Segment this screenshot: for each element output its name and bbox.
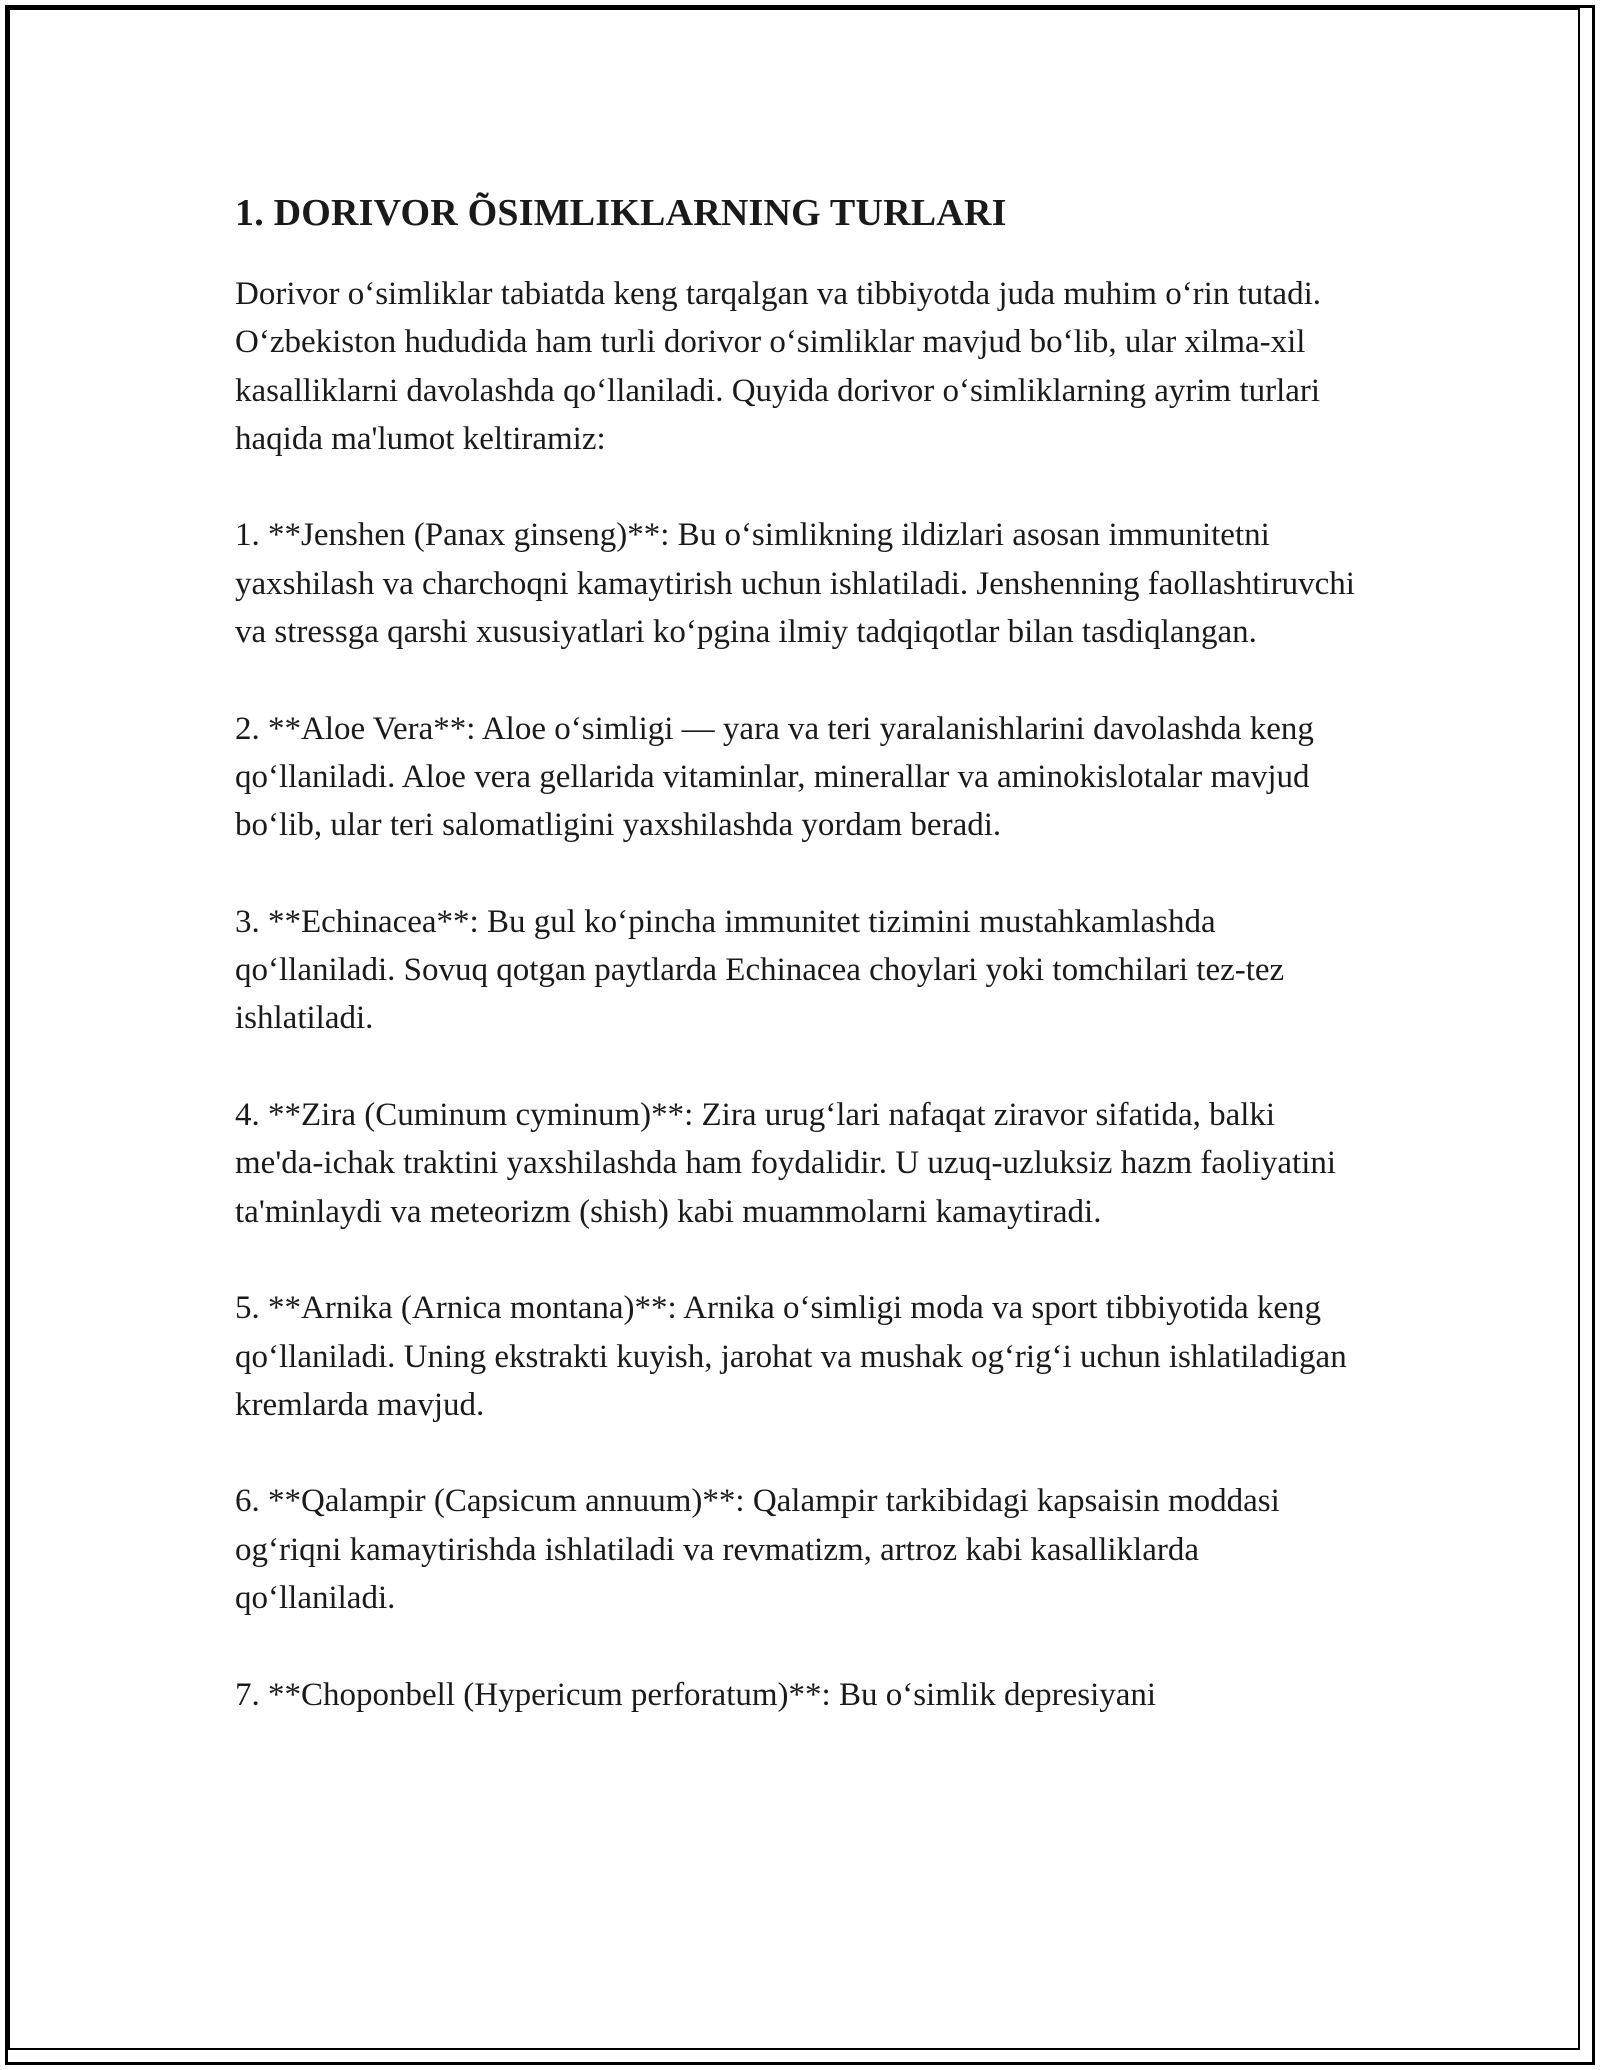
list-item-arnika: 5. **Arnika (Arnica montana)**: Arnika o‘simligi moda va sport tibbiyotida keng qo‘llaniladi. Uning ekstrakti kuyish, jarohat va mushak og‘rig‘i uchun ishlatiladigan kremlarda mavjud. [235,1290,1347,1423]
document-title: 1. DORIVOR ÕSIMLIKLARNING TURLARI [235,192,1007,234]
list-item-choponbell: 7. **Choponbell (Hypericum perforatum)**: Bu o‘simlik depresiyani [235,1676,1157,1713]
list-item-echinacea: 3. **Echinacea**: Bu gul ko‘pincha immunitet tizimini mustahkamlashda qo‘llaniladi. Sovuq qotgan paytlarda Echinacea choylari yoki tomchilari tez-tez ishlatiladi. [235,903,1285,1037]
list-item-aloe-vera: 2. **Aloe Vera**: Aloe o‘simligi — yara va teri yaralanishlarini davolashda keng qo‘llaniladi. Aloe vera gellarida vitaminlar, minerallar va aminokislotalar mavjud bo‘lib, ular teri salomatligini yaxshilashda yordam beradi. [235,710,1314,844]
document-body [235,182,1365,1719]
list-item-zira: 4. **Zira (Cuminum cyminum)**: Zira urug‘lari nafaqat ziravor sifatida, balki me'da-ichak traktini yaxshilashda ham foydalidir. U uzuq-uzluksiz hazm faoliyatini ta'minlaydi va meteorizm (shish) kabi muammolarni kamaytiradi. [235,1097,1337,1230]
list-item-qalampir: 6. **Qalampir (Capsicum annuum)**: Qalampir tarkibidagi kapsaisin moddasi og‘riqni kamaytirishda ishlatiladi va revmatizm, artroz kabi kasalliklarda qo‘llaniladi. [235,1483,1280,1617]
intro-paragraph: Dorivor o‘simliklar tabiatda keng tarqalgan va tibbiyotda juda muhim o‘rin tutadi. O‘zbekiston hududida ham turli dorivor o‘simliklar mavjud bo‘lib, ular xilma-xil kasalliklarni davolashda qo‘llaniladi. Quyida dorivor o‘simliklarning ayrim turlari haqida ma'lumot keltiramiz: [235,276,1321,457]
list-item-jenshen: 1. **Jenshen (Panax ginseng)**: Bu o‘simlikning ildizlari asosan immunitetni yaxshilash va charchoqni kamaytirish uchun ishlatiladi. Jenshenning faollashtiruvchi va stressga qarshi xususiyatlari ko‘pgina ilmiy tadqiqotlar bilan tasdiqlangan. [235,517,1355,651]
